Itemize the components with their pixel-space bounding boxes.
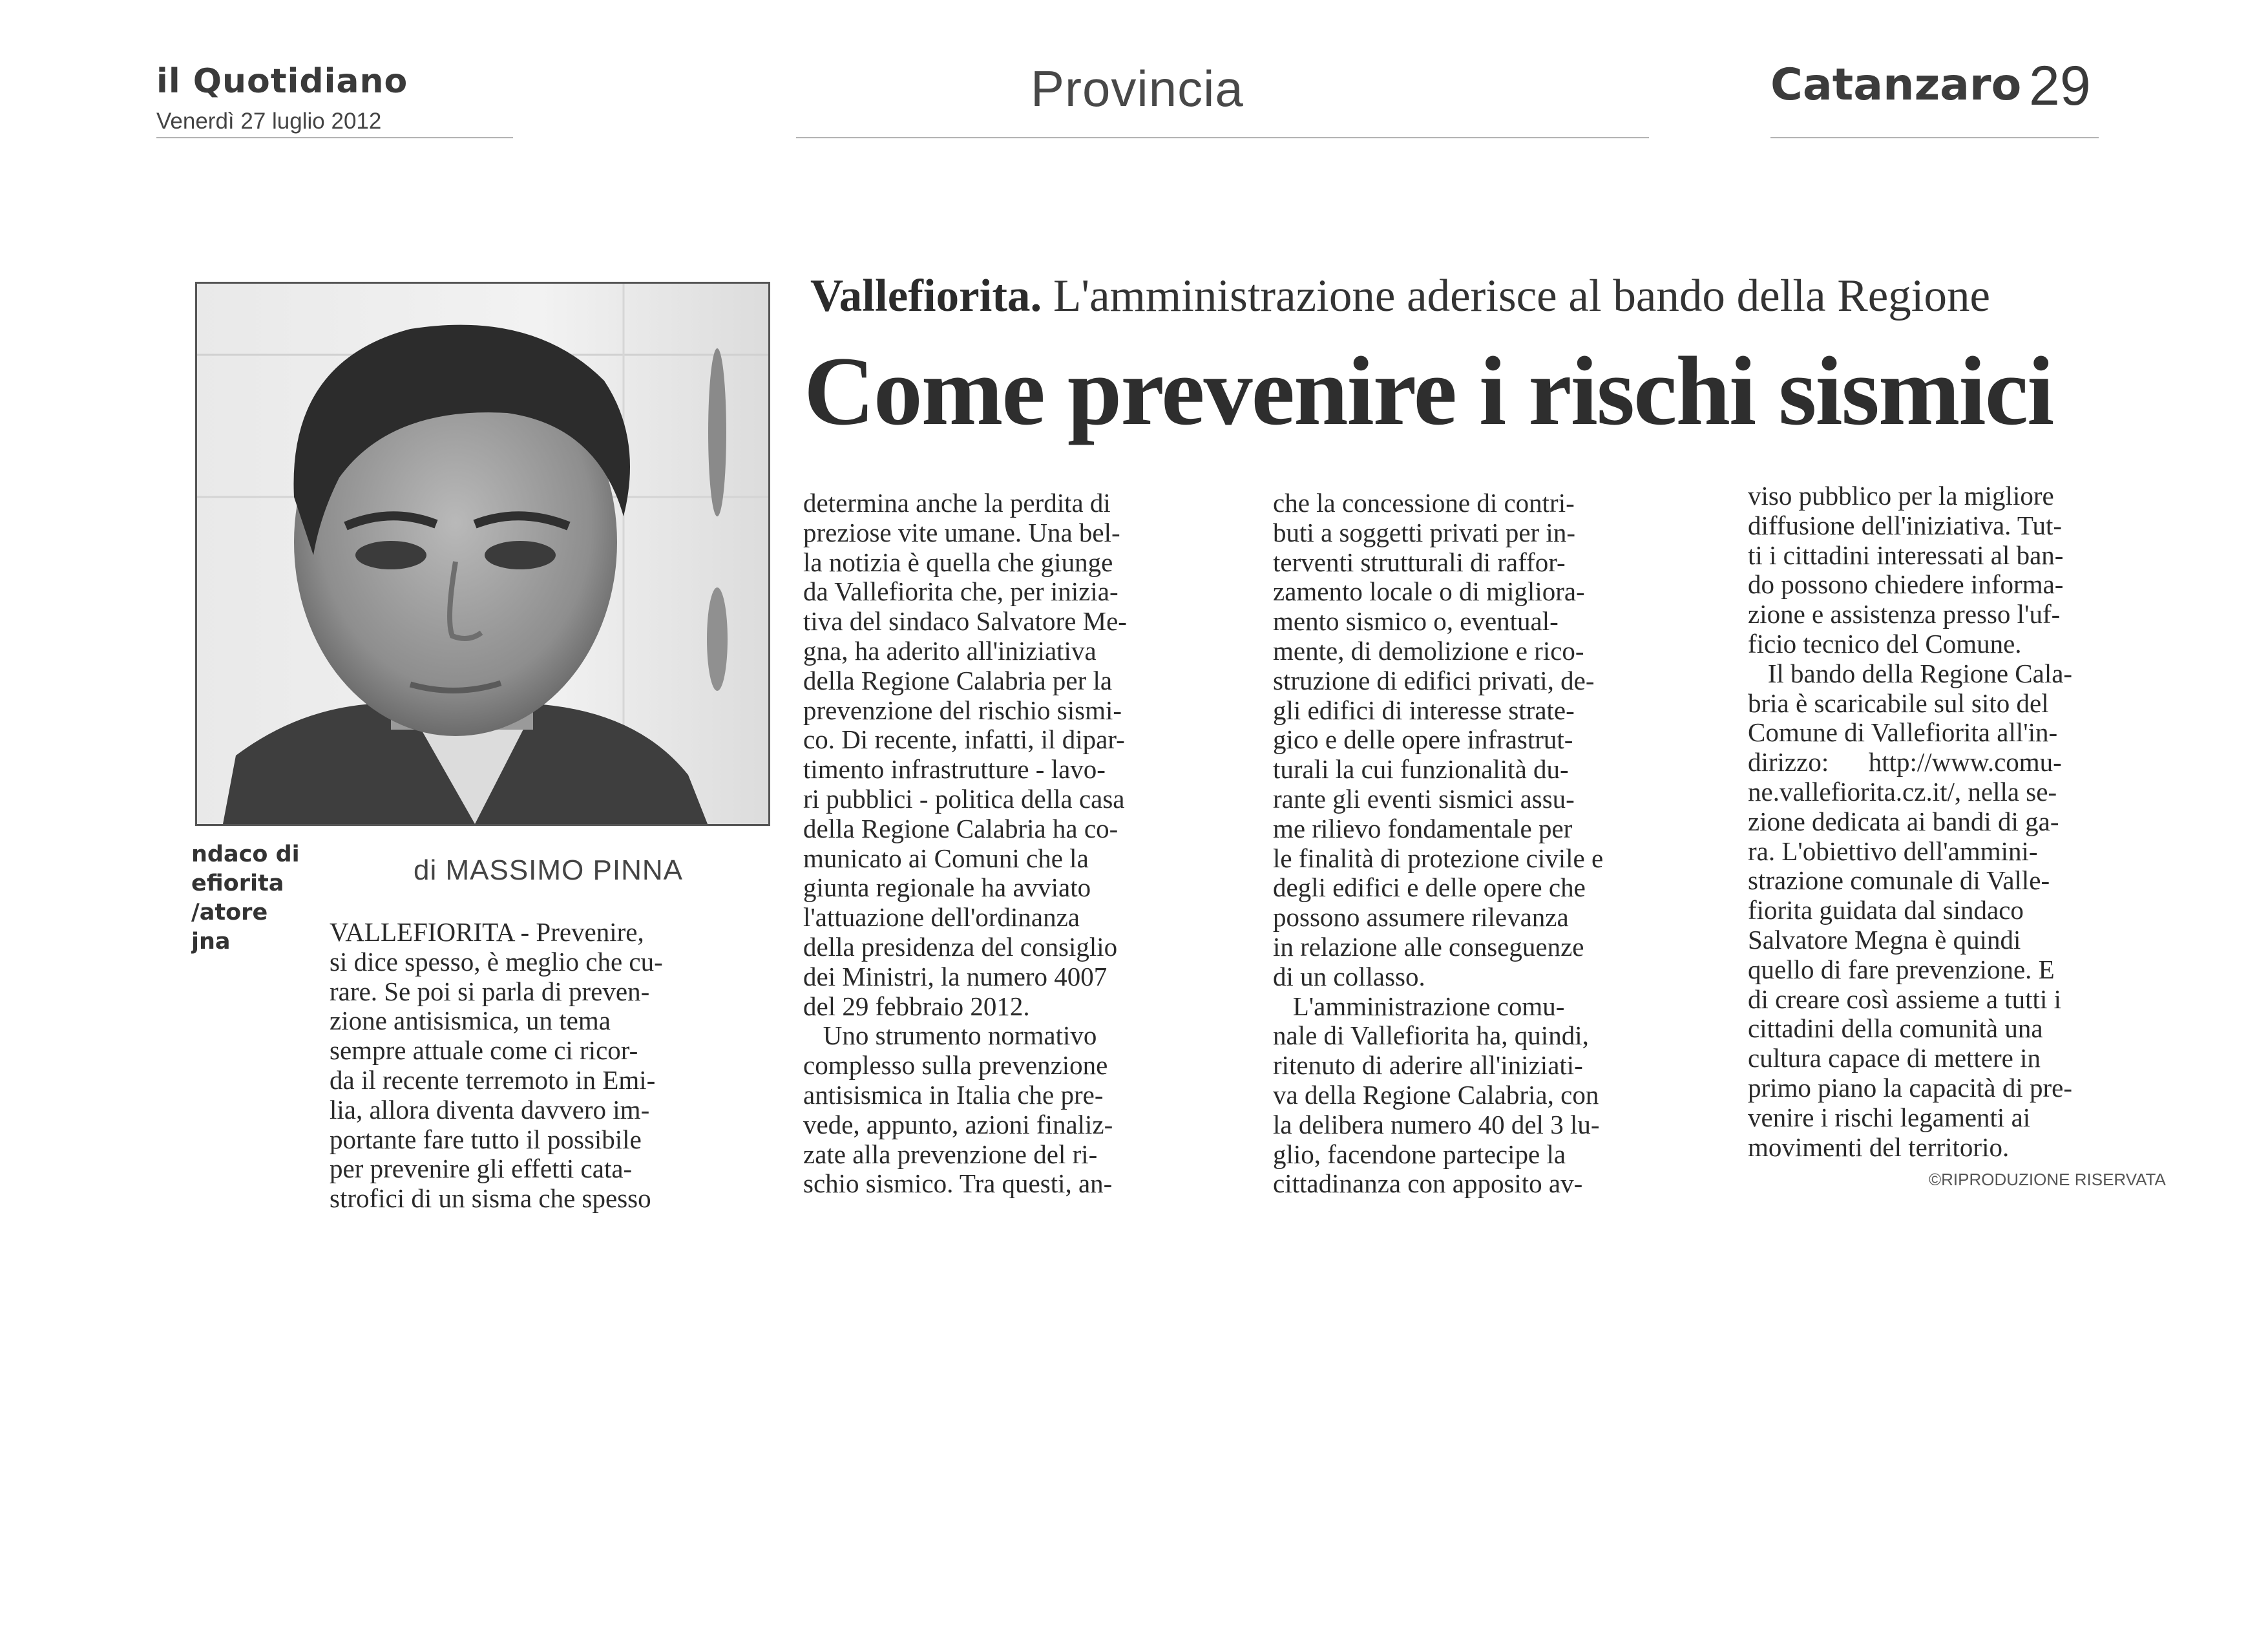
- photo-caption: ndaco di efiorita /atore јna: [191, 841, 300, 955]
- article-kicker: [810, 270, 1990, 322]
- header-rule-right: [1770, 137, 2099, 138]
- portrait-image: [197, 284, 768, 824]
- publication-date: Venerdì 27 luglio 2012: [156, 109, 382, 134]
- header-rule-center: [796, 137, 1649, 138]
- article-column-2: determina anche la perdita di preziose vite umane. Una bel- la notizia è quella che giunge da Vallefiorita che, per inizia- tiva del sindaco Salvatore Me- gna, ha aderito all'iniziativa della Regione Calabria per la prevenzione del rischio sismi- co. Di recente, infatti, il dipar- timento infrastrutture - lavo- ri pubblici - politica della casa della Regione Calabria ha co- municato ai Comuni che la giunta regionale ha avviato l'attuazione dell'ordinanza della presidenza del consiglio dei Ministri, la numero 4007 del 29 febbraio 2012. Uno strumento normativo complesso sulla prevenzione antisismica in Italia che pre- vede, appunto, azioni finaliz- zate alla prevenzione del ri- schio sismico. Tra questi, an-: [803, 488, 1127, 1199]
- article-headline: Come prevenire i rischi sismici: [804, 337, 2053, 445]
- article-column-1: VALLEFIORITA - Prevenire, si dice spesso, è meglio che cu- rare. Se poi si parla di preven- zione antisismica, un tema sempre attuale come ci ricor- da il recente terremoto in Emi- lia, allora diventa davvero im- portante fare tutto il possibile per prevenire gli effetti cata- strofici di un sisma che spesso: [330, 917, 663, 1214]
- article-byline: di MASSIMO PINNA: [414, 854, 683, 886]
- newspaper-masthead: il Quotidiano: [156, 62, 408, 101]
- city-label: Catanzaro: [1770, 59, 2022, 111]
- article-column-3: che la concessione di contri- buti a soggetti privati per in- terventi strutturali di raffor- zamento locale o di migliora- mento sismico o, eventual- mente, di demolizione e rico- struzione di edifici privati, de- gli edifici di interesse strate- gico e delle opere infrastrut- turali la cui funzionalità du- rante gli eventi sismici assu- me rilievo fondamentale per le finalità di protezione civile e degli edifici e delle opere che possono assumere rilevanza in relazione alle conseguenze di un collasso. L'amministrazione comu- nale di Vallefiorita ha, quindi, ritenuto di aderire all'iniziati- va della Regione Calabria, con la delibera numero 40 del 3 lu- glio, facendone partecipe la cittadinanza con apposito av-: [1273, 488, 1604, 1199]
- mayor-portrait-photo: [195, 282, 770, 826]
- kicker-place: Vallefiorita.: [810, 271, 1042, 321]
- kicker-text: L'amministrazione aderisce al bando della Regione: [1053, 271, 1990, 321]
- header-rule-left: [156, 137, 513, 138]
- section-label: Provincia: [1031, 60, 1244, 117]
- article-column-4: viso pubblico per la migliore diffusione dell'iniziativa. Tut- ti i cittadini interessati al ban- do possono chiedere informa- zione e assistenza presso l'uf- ficio tecnico del Comune. Il bando della Regione Cala- bria è scaricabile sul sito del Comune di Vallefiorita all'in- dirizzo: http://www.comu- ne.vallefiorita.cz.it/, nella se- zione dedicata ai bandi di ga- ra. L'obiettivo dell'ammini- strazione comunale di Valle- fiorita guidata dal sindaco Salvatore Megna è quindi quello di fare prevenzione. E di creare così assieme a tutti i cittadini della comunità una cultura capace di mettere in primo piano la capacità di pre- venire i rischi legamenti ai movimenti del territorio.: [1748, 481, 2073, 1162]
- copyright-notice: ©RIPRODUZIONE RISERVATA: [1929, 1170, 2166, 1189]
- page-number: 29: [2029, 55, 2091, 117]
